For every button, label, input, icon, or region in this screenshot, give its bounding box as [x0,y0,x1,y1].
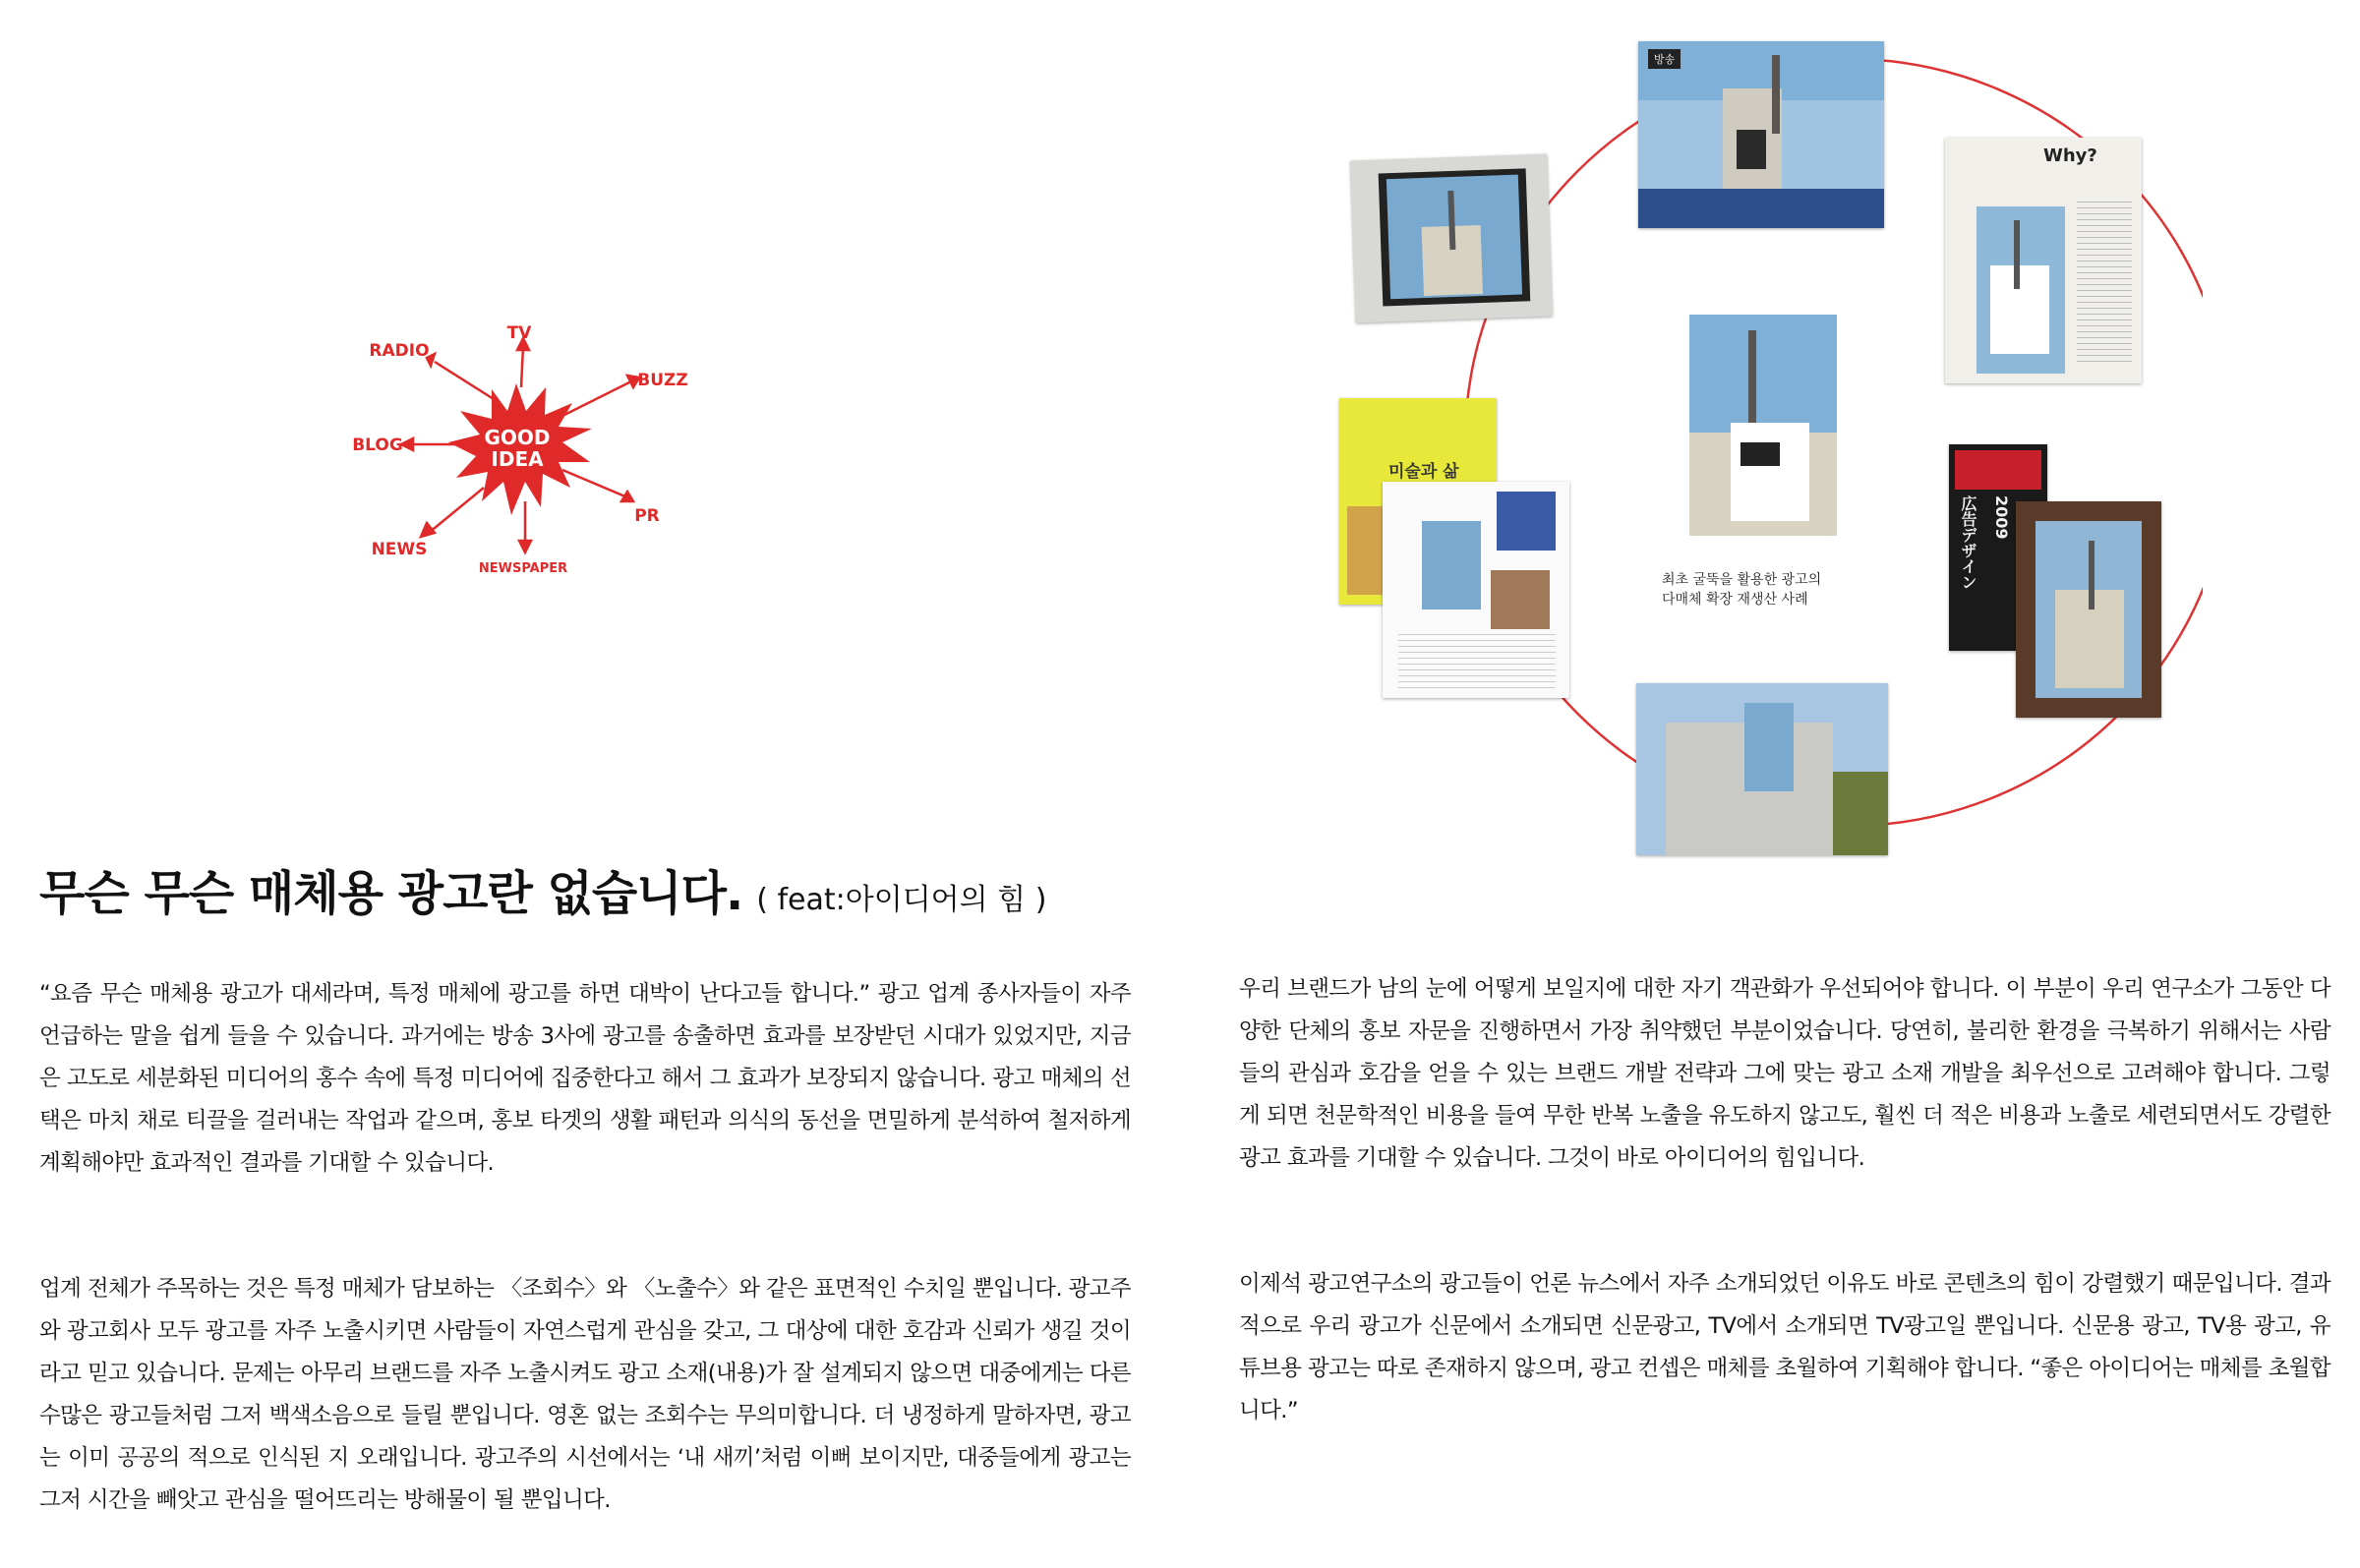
newspaper-clipping-photo [1945,138,2142,383]
book-title: 広告デザイン [1959,495,1977,590]
good-idea-diagram [334,305,708,600]
book-code: 2009 [1992,495,2011,540]
center-caption-line-1: 최초 굴뚝을 활용한 광고의 [1662,572,1822,588]
center-caption-line-2: 다매체 확장 재생산 사례 [1662,592,1808,608]
right-paragraph-2: 이제석 광고연구소의 광고들이 언론 뉴스에서 자주 소개되었던 이유도 바로 콘텐츠의 힘이 강렬했기 때문입니다. 결과적으로 우리 광고가 신문에서 소개되면 신문광고, TV에서 소개되면 TV광고일 뿐입니다. 신문용 광고, TV용 광고, 유튜브용 광고는 따로 존재하지 않으며, 광고 컨셉은 매체를 초월하여 기획해야 합니다. “좋은 아이디어는 매체를 초월합니다.” [1239,1271,2330,1423]
magazine-spread-photo [1383,482,1569,698]
burst-center-good: GOOD [484,426,551,449]
headline-subtitle: ( feat:아이디어의 힘 ) [756,883,1047,917]
tv-capture-photo [1638,41,1884,228]
tv-badge: 방송 [1648,49,1681,69]
tablet-photo [1350,154,1553,323]
burst-label-tv: TV [506,323,532,343]
clipping-title: Why? [2043,145,2097,166]
center-poster-photo [1689,315,1837,536]
media-cycle-diagram [1337,29,2203,855]
building-photo [1636,683,1888,855]
burst-label-radio: RADIO [369,341,430,361]
book-poster-photo [2016,501,2161,718]
page-headline [39,855,1046,923]
headline-title: 무슨 무슨 매체용 광고란 없습니다. [39,866,743,921]
burst-label-blog: BLOG [352,436,403,455]
magazine-title: 미술과 삶 [1388,462,1459,482]
burst-center-idea: IDEA [491,447,544,471]
burst-label-buzz: BUZZ [637,371,688,390]
left-paragraph-2: 업계 전체가 주목하는 것은 특정 매체가 담보하는 〈조회수〉와 〈노출수〉와 같은 표면적인 수치일 뿐입니다. 광고주와 광고회사 모두 광고를 자주 노출시키면 사람들이 자연스럽게 관심을 갖고, 그 대상에 대한 호감과 신뢰가 생길 것이라고 믿고 있습니다. 문제는 아무리 브랜드를 자주 노출시켜도 광고 소재(내용)가 잘 설계되지 않으면 대중에게는 다른 수많은 광고들처럼 그저 백색소음으로 들릴 뿐입니다. 영혼 없는 조회수는 무의미합니다. 더 냉정하게 말하자면, 광고는 이미 공공의 적으로 인식된 지 오래입니다. 광고주의 시선에서는 ‘내 새끼’처럼 이뻐 보이지만, 대중들에게 광고는 그저 시간을 빼앗고 관심을 떨어뜨리는 방해물이 될 뿐입니다. [39,1276,1131,1513]
burst-label-newspaper: NEWSPAPER [478,561,568,576]
burst-label-pr: PR [634,506,660,526]
good-idea-burst-svg [334,305,708,600]
right-paragraph-1: 우리 브랜드가 남의 눈에 어떻게 보일지에 대한 자기 객관화가 우선되어야 합니다. 이 부분이 우리 연구소가 그동안 다양한 단체의 홍보 자문을 진행하면서 가장 취약했던 부분이었습니다. 당연히, 불리한 환경을 극복하기 위해서는 사람들의 관심과 호감을 얻을 수 있는 브랜드 개발 전략과 그에 맞는 광고 소재 개발을 최우선으로 고려해야 합니다. 그렇게 되면 천문학적인 비용을 들여 무한 반복 노출을 유도하지 않고도, 훨씬 더 적은 비용과 노출로 세련되면서도 강렬한 광고 효과를 기대할 수 있습니다. 그것이 바로 아이디어의 힘입니다. [1239,976,2330,1171]
left-paragraph-1: “요즘 무슨 매체용 광고가 대세라며, 특정 매체에 광고를 하면 대박이 난다고들 합니다.” 광고 업계 종사자들이 자주 언급하는 말을 쉽게 들을 수 있습니다. 과거에는 방송 3사에 광고를 송출하면 효과를 보장받던 시대가 있었지만, 지금은 고도로 세분화된 미디어의 홍수 속에 특정 미디어에 집중한다고 해서 그 효과가 보장되지 않습니다. 광고 매체의 선택은 마치 채로 티끌을 걸러내는 작업과 같으며, 홍보 타겟의 생활 패턴과 의식의 동선을 면밀하게 분석하여 철저하게 계획해야만 효과적인 결과를 기대할 수 있습니다. [39,981,1131,1176]
burst-label-news: NEWS [371,540,428,559]
center-caption [1662,570,1888,610]
